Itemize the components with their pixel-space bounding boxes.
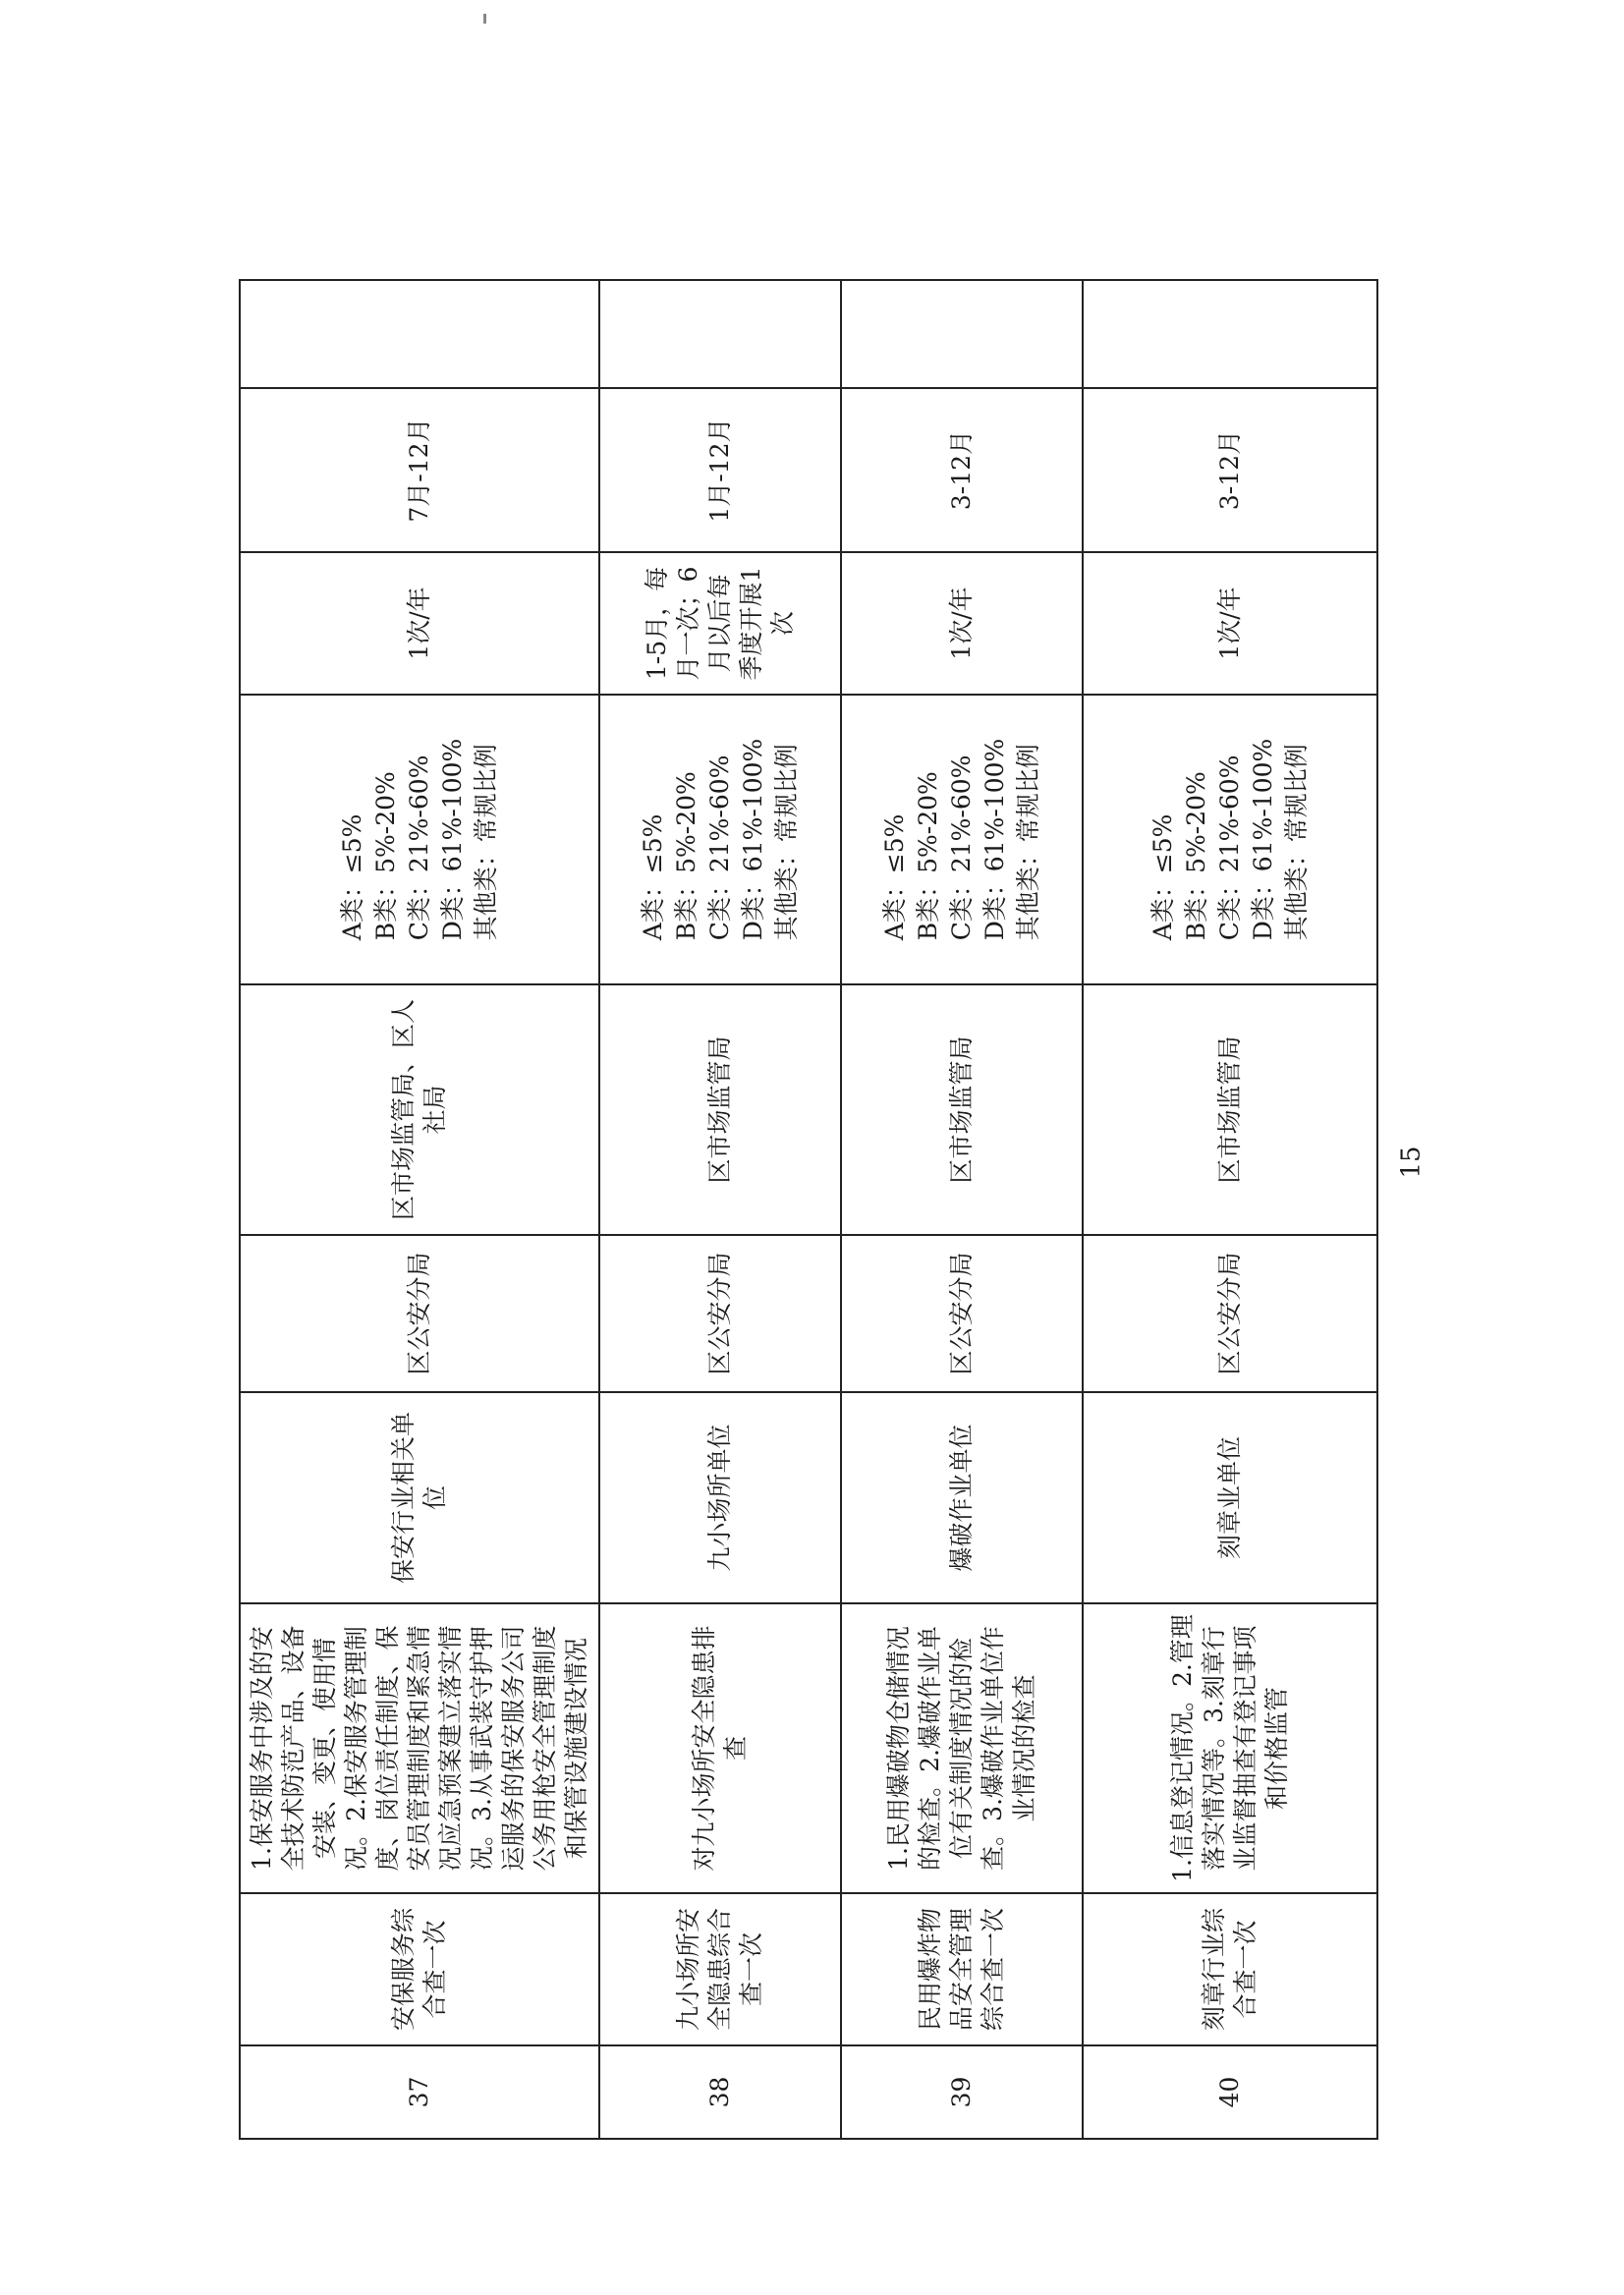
- rotated-table-sheet: [239, 281, 1329, 2140]
- sampling-ratio-line: C类：21%-60%: [947, 755, 976, 941]
- sampling-ratio-line: B类：5%-20%: [914, 771, 942, 941]
- period-cell: 7月-12月: [240, 388, 599, 552]
- sampling-ratio-line: D类：61%-100%: [980, 738, 1009, 941]
- sampling-ratio-cell: [1083, 695, 1377, 984]
- sampling-ratio-line: C类：21%-60%: [1215, 755, 1244, 941]
- inspection-target-cell: 刻章业单位: [1083, 1392, 1377, 1603]
- sampling-ratio-list: [336, 739, 503, 941]
- inspection-target-cell: 九小场所单位: [599, 1392, 841, 1603]
- frequency-cell: 1-5月，每月一次；6月以后每季度开展1次: [599, 552, 841, 695]
- lead-department-cell: 区公安分局: [240, 1235, 599, 1392]
- table-row: [240, 280, 599, 2139]
- row-number-cell: 40: [1083, 2045, 1377, 2139]
- partner-department-cell: 区市场监管局: [841, 984, 1083, 1235]
- sampling-ratio-line: D类：61%-100%: [438, 738, 467, 941]
- sampling-ratio-list: [637, 739, 804, 941]
- sampling-ratio-cell: [841, 695, 1083, 984]
- sampling-ratio-line: B类：5%-20%: [672, 771, 700, 941]
- sampling-ratio-line: A类：≤5%: [338, 813, 366, 941]
- task-name-cell: 刻章行业综合查一次: [1083, 1893, 1377, 2045]
- inspection-target-cell: 保安行业相关单位: [240, 1392, 599, 1603]
- lead-department-cell: 区公安分局: [599, 1235, 841, 1392]
- task-name-cell: 九小场所安全隐患综合查一次: [599, 1893, 841, 2045]
- table-row: [1083, 280, 1377, 2139]
- sampling-ratio-cell: [240, 695, 599, 984]
- remark-cell: [1083, 280, 1377, 388]
- frequency-cell: 1次/年: [240, 552, 599, 695]
- sampling-ratio-line: 其他类：常规比例: [472, 744, 500, 941]
- sampling-ratio-cell: [599, 695, 841, 984]
- sampling-ratio-line: D类：61%-100%: [1249, 738, 1277, 941]
- sampling-ratio-line: 其他类：常规比例: [1014, 744, 1042, 941]
- page-number: 15: [1396, 1146, 1427, 1179]
- frequency-cell: 1次/年: [1083, 552, 1377, 695]
- table-row: [599, 280, 841, 2139]
- remark-cell: [841, 280, 1083, 388]
- row-number-cell: 39: [841, 2045, 1083, 2139]
- sampling-ratio-line: A类：≤5%: [880, 813, 909, 941]
- partner-department-cell: 区市场监管局: [599, 984, 841, 1235]
- period-cell: 3-12月: [1083, 388, 1377, 552]
- sampling-ratio-line: D类：61%-100%: [739, 738, 767, 941]
- sampling-ratio-line: B类：5%-20%: [1182, 771, 1210, 941]
- inspection-target-cell: 爆破作业单位: [841, 1392, 1083, 1603]
- lead-department-cell: 区公安分局: [841, 1235, 1083, 1392]
- inspection-items-cell: 1.信息登记情况。2.管理落实情况等。3.刻章行业监督抽查有登记事项和价格监管: [1083, 1603, 1377, 1893]
- period-cell: 3-12月: [841, 388, 1083, 552]
- remark-cell: [240, 280, 599, 388]
- table-row: [841, 280, 1083, 2139]
- period-cell: 1月-12月: [599, 388, 841, 552]
- scan-edge-mark: [483, 14, 486, 24]
- sampling-ratio-line: A类：≤5%: [639, 813, 667, 941]
- inspection-items-cell: 对九小场所安全隐患排查: [599, 1603, 841, 1893]
- sampling-ratio-line: B类：5%-20%: [371, 771, 400, 941]
- task-name-cell: 安保服务综合查一次: [240, 1893, 599, 2045]
- sampling-ratio-line: 其他类：常规比例: [1282, 744, 1311, 941]
- row-number-cell: 38: [599, 2045, 841, 2139]
- inspection-table: [239, 279, 1378, 2140]
- inspection-items-cell: 1.民用爆破物仓储情况的检查。2.爆破作业单位有关制度情况的检查。3.爆破作业单位作业情况的检查: [841, 1603, 1083, 1893]
- lead-department-cell: 区公安分局: [1083, 1235, 1377, 1392]
- frequency-cell: 1次/年: [841, 552, 1083, 695]
- sampling-ratio-list: [1147, 739, 1314, 941]
- task-name-cell: 民用爆炸物品安全管理综合查一次: [841, 1893, 1083, 2045]
- row-number-cell: 37: [240, 2045, 599, 2139]
- sampling-ratio-line: A类：≤5%: [1148, 813, 1177, 941]
- remark-cell: [599, 280, 841, 388]
- sampling-ratio-line: C类：21%-60%: [405, 755, 433, 941]
- partner-department-cell: 区市场监管局: [1083, 984, 1377, 1235]
- partner-department-cell: 区市场监管局、区人社局: [240, 984, 599, 1235]
- sampling-ratio-list: [878, 739, 1045, 941]
- inspection-items-cell: 1.保安服务中涉及的安全技术防范产品、设备安装、变更、使用情况。2.保安服务管理制度、岗位责任制度、保安员管理制度和紧急情况应急预案建立落实情况。3.从事武装守护押运服务的保安服务公司公务用枪安全管理制度和保管设施建设情况: [240, 1603, 599, 1893]
- sampling-ratio-line: C类：21%-60%: [705, 755, 734, 941]
- sampling-ratio-line: 其他类：常规比例: [772, 744, 801, 941]
